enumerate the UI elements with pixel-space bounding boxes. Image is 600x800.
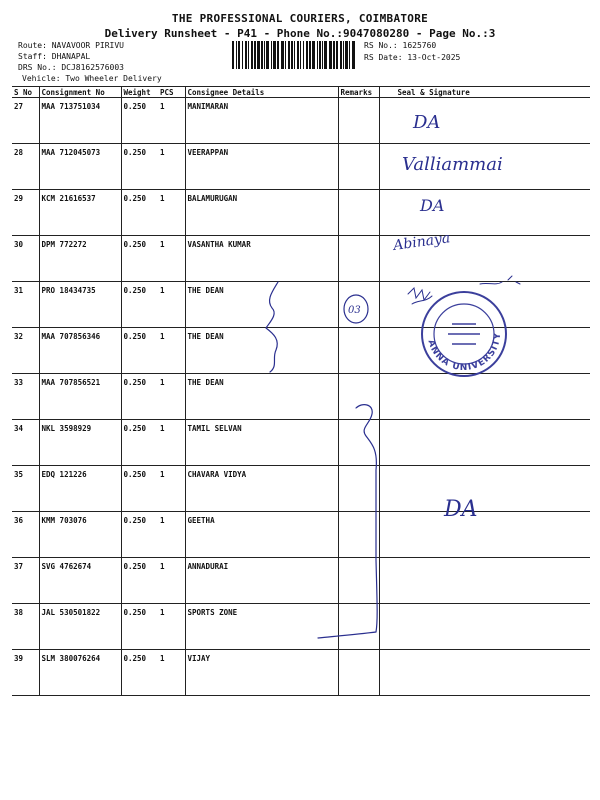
row-signature [379, 466, 590, 512]
row-pcs: 1 [158, 420, 185, 466]
row-remarks [338, 374, 379, 420]
row-consignment: SVG 4762674 [39, 558, 121, 604]
barcode-bar [288, 41, 290, 69]
barcode-bar [273, 41, 276, 69]
row-weight: 0.250 [121, 604, 158, 650]
barcode-bar [343, 41, 344, 69]
barcode-bar [277, 41, 279, 69]
row-pcs: 1 [158, 466, 185, 512]
row-weight: 0.250 [121, 282, 158, 328]
barcode-bar [232, 41, 234, 69]
row-consignee: THE DEAN [185, 374, 338, 420]
barcode-bar [329, 41, 332, 69]
row-signature [379, 420, 590, 466]
row-weight: 0.250 [121, 650, 158, 696]
row-signature [379, 328, 590, 374]
table-row [12, 328, 590, 374]
row-consignee: TAMIL SELVAN [185, 420, 338, 466]
row-signature [379, 282, 590, 328]
drs-number: DRS No.: DCJ8162576003 [18, 63, 124, 72]
row-sno: 28 [12, 144, 39, 190]
col-remarks: Remarks [338, 87, 379, 98]
barcode-bar [345, 41, 348, 69]
row-remarks [338, 328, 379, 374]
barcode-bar [264, 41, 265, 69]
row-sno: 34 [12, 420, 39, 466]
row-signature [379, 236, 590, 282]
barcode-bar [245, 41, 247, 69]
barcode-bar [257, 41, 260, 69]
rs-date: RS Date: 13-Oct-2025 [364, 53, 461, 62]
row-weight: 0.250 [121, 328, 158, 374]
row-weight: 0.250 [121, 236, 158, 282]
row-consignee: VIJAY [185, 650, 338, 696]
row-pcs: 1 [158, 650, 185, 696]
barcode-bar [251, 41, 253, 69]
barcode-bar [317, 41, 318, 69]
row-consignee: CHAVARA VIDYA [185, 466, 338, 512]
row-signature [379, 650, 590, 696]
row-weight: 0.250 [121, 144, 158, 190]
row-sno: 29 [12, 190, 39, 236]
row-signature [379, 144, 590, 190]
table-row [12, 512, 590, 558]
row-consignment: PRO 18434735 [39, 282, 121, 328]
staff-label: Staff: DHANAPAL [18, 52, 91, 61]
row-sno: 27 [12, 98, 39, 144]
row-consignment: JAL 530501822 [39, 604, 121, 650]
signature-row36: DA [444, 497, 478, 522]
signature-row27: DA [413, 112, 441, 133]
table-row [12, 236, 590, 282]
row-remarks [338, 144, 379, 190]
row-remarks [338, 650, 379, 696]
row-remarks [338, 420, 379, 466]
row-remarks [338, 282, 379, 328]
barcode-bar [242, 41, 243, 69]
row-remarks [338, 190, 379, 236]
row-pcs: 1 [158, 98, 185, 144]
remark-row32: 03 [348, 305, 361, 316]
row-consignment: DPM 772272 [39, 236, 121, 282]
col-consignee: Consignee Details [185, 87, 338, 98]
barcode-bar [333, 41, 335, 69]
row-weight: 0.250 [121, 558, 158, 604]
table-row [12, 650, 590, 696]
table-row [12, 558, 590, 604]
row-pcs: 1 [158, 282, 185, 328]
table-row [12, 466, 590, 512]
row-consignee: MANIMARAN [185, 98, 338, 144]
row-sno: 31 [12, 282, 39, 328]
row-signature [379, 558, 590, 604]
row-weight: 0.250 [121, 466, 158, 512]
row-remarks [338, 512, 379, 558]
barcode-bar [300, 41, 301, 69]
row-pcs: 1 [158, 374, 185, 420]
row-signature [379, 374, 590, 420]
col-seal-signature: Seal & Signature [379, 87, 590, 98]
signature-row30: Abinaya [392, 230, 452, 254]
barcode-bar [309, 41, 311, 69]
row-signature [379, 604, 590, 650]
table-row [12, 98, 590, 144]
row-consignment: MAA 707856521 [39, 374, 121, 420]
row-consignee: VEERAPPAN [185, 144, 338, 190]
table-row [12, 282, 590, 328]
row-consignee: ANNADURAI [185, 558, 338, 604]
row-consignment: SLM 380076264 [39, 650, 121, 696]
row-pcs: 1 [158, 236, 185, 282]
row-consignment: MAA 713751034 [39, 98, 121, 144]
row-pcs: 1 [158, 558, 185, 604]
row-remarks [338, 558, 379, 604]
row-sno: 37 [12, 558, 39, 604]
row-sno: 38 [12, 604, 39, 650]
row-remarks [338, 604, 379, 650]
row-weight: 0.250 [121, 374, 158, 420]
row-pcs: 1 [158, 190, 185, 236]
row-sno: 36 [12, 512, 39, 558]
row-signature [379, 190, 590, 236]
row-consignment: KMM 703076 [39, 512, 121, 558]
row-sno: 33 [12, 374, 39, 420]
row-weight: 0.250 [121, 512, 158, 558]
barcode-bar [254, 41, 256, 69]
row-pcs: 1 [158, 328, 185, 374]
table-row [12, 420, 590, 466]
barcode-bar [271, 41, 272, 69]
barcode-bar [352, 41, 355, 69]
row-consignee: SPORTS ZONE [185, 604, 338, 650]
row-sno: 32 [12, 328, 39, 374]
barcode-bar [281, 41, 284, 69]
barcode-bar [248, 41, 249, 69]
barcode-bar [236, 41, 237, 69]
barcode-bar [291, 41, 293, 69]
table-row [12, 374, 590, 420]
row-consignment: MAA 707856346 [39, 328, 121, 374]
row-signature [379, 98, 590, 144]
row-consignment: KCM 21616537 [39, 190, 121, 236]
row-weight: 0.250 [121, 190, 158, 236]
row-consignee: THE DEAN [185, 282, 338, 328]
barcode-bar [294, 41, 295, 69]
rs-number: RS No.: 1625760 [364, 41, 437, 50]
row-consignee: BALAMURUGAN [185, 190, 338, 236]
table-header-row [12, 87, 590, 98]
runsheet-table [12, 86, 590, 696]
runsheet-subtitle: Delivery Runsheet - P41 - Phone No.:9047080280 - Page No.:3 [104, 27, 496, 40]
barcode [232, 41, 358, 69]
row-sno: 30 [12, 236, 39, 282]
barcode-bar [324, 41, 327, 69]
row-remarks [338, 98, 379, 144]
table-row [12, 144, 590, 190]
barcode-bar [303, 41, 304, 69]
row-remarks [338, 236, 379, 282]
barcode-bar [261, 41, 263, 69]
barcode-bar [319, 41, 321, 69]
barcode-bar [312, 41, 315, 69]
row-pcs: 1 [158, 512, 185, 558]
col-sno: S No [12, 87, 39, 98]
barcode-bar [266, 41, 269, 69]
row-pcs: 1 [158, 604, 185, 650]
row-sno: 39 [12, 650, 39, 696]
table-row [12, 190, 590, 236]
row-consignment: EDQ 121226 [39, 466, 121, 512]
seal-text: ANNA UNIVERSITY [425, 331, 504, 374]
barcode-bar [238, 41, 240, 69]
row-consignee: GEETHA [185, 512, 338, 558]
barcode-bar [340, 41, 342, 69]
col-weight: Weight [121, 87, 158, 98]
row-consignee: THE DEAN [185, 328, 338, 374]
row-consignment: NKL 3598929 [39, 420, 121, 466]
barcode-bar [285, 41, 286, 69]
barcode-bar [336, 41, 338, 69]
row-consignment: MAA 712045073 [39, 144, 121, 190]
barcode-bar [322, 41, 323, 69]
barcode-bar [297, 41, 299, 69]
vehicle-label: Vehicle: Two Wheeler Delivery [22, 74, 162, 83]
row-sno: 35 [12, 466, 39, 512]
row-weight: 0.250 [121, 420, 158, 466]
company-title: THE PROFESSIONAL COURIERS, COIMBATORE [171, 12, 429, 25]
row-weight: 0.250 [121, 98, 158, 144]
row-consignee: VASANTHA KUMAR [185, 236, 338, 282]
signature-row28: Valliammai [402, 154, 503, 175]
row-pcs: 1 [158, 144, 185, 190]
row-signature [379, 512, 590, 558]
row-remarks [338, 466, 379, 512]
barcode-bar [349, 41, 350, 69]
table-row [12, 604, 590, 650]
col-pcs: PCS [158, 87, 185, 98]
signature-row29: DA [420, 196, 445, 215]
barcode-bar [306, 41, 308, 69]
route-label: Route: NAVAVOOR PIRIVU [18, 41, 124, 50]
col-consignment: Consignment No [39, 87, 121, 98]
